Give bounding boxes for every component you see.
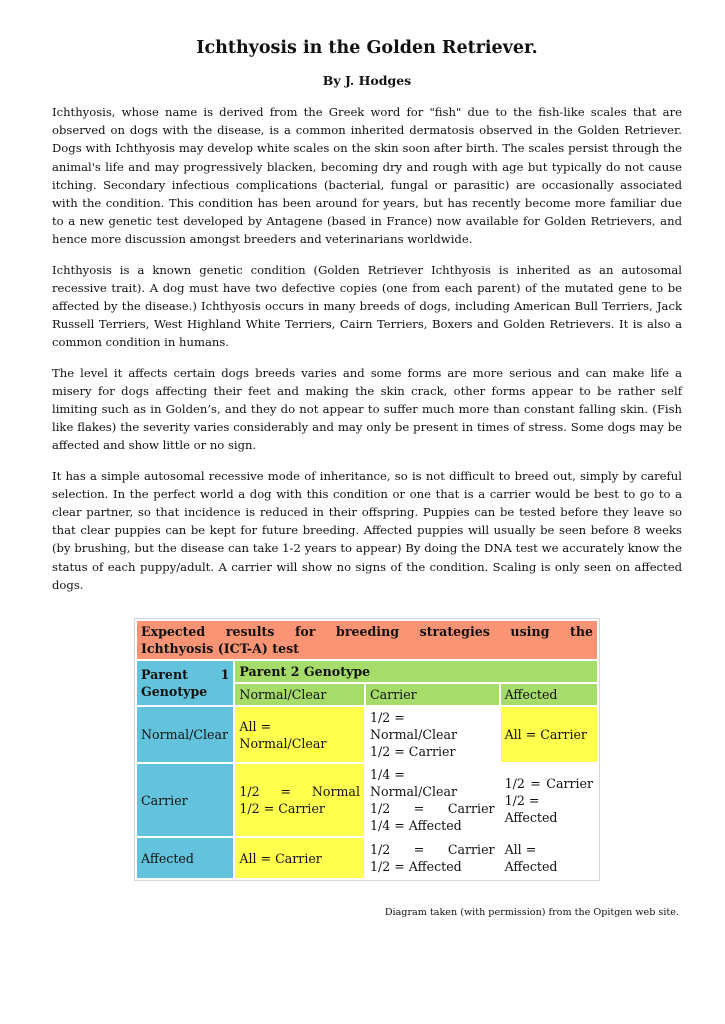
breeding-table-wrapper xyxy=(134,618,600,881)
cell-line: All = Affected xyxy=(504,842,558,874)
table-cell xyxy=(235,764,364,836)
table-heading-line-2: Ichthyosis (ICT-A) test xyxy=(141,641,299,656)
breeding-results-table xyxy=(134,618,600,881)
table-cell xyxy=(501,764,597,836)
paragraph-4: It has a simple autosomal recessive mode of inheritance, so is not difficult to breed out, simply by careful selection. In the perfect world a dog with this condition or one that is a carrier would be best to go to a clear partner, so that incidence is reduced in their offspring. Puppies can be tested before they leave so that clear puppies can be kept for future breeding. Affected puppies will usually be seen before 8 weeks (by brushing, but the disease can take 1-2 years to appear) By doing the DNA test we accurately know the status of each puppy/adult. A carrier will show no signs of the condition. Scaling is only seen on affected dogs. xyxy=(52,468,682,592)
table-cell xyxy=(235,838,364,878)
figure-caption: Diagram taken (with permission) from the Opitgen web site. xyxy=(384,907,679,918)
table-heading xyxy=(137,621,597,659)
cell-line: 1/4 = Affected xyxy=(369,818,462,833)
cell-line: 1/2 = Carrier xyxy=(239,801,325,816)
cell-line: All = Carrier xyxy=(239,850,322,866)
column-header-normal-clear: Normal/Clear xyxy=(235,684,364,705)
table-heading-line-1: Expected results for breeding strategies using the xyxy=(141,624,593,639)
document-body xyxy=(52,36,682,594)
parent-1-line-2: Genotype xyxy=(141,684,208,699)
cell-line: 1/2 = Normal xyxy=(239,784,360,799)
cell-line: 1/2 = Carrier xyxy=(369,842,495,857)
cell-line: 1/2 = Affected xyxy=(369,859,462,874)
document-title: Ichthyosis in the Golden Retriever. xyxy=(196,38,538,58)
cell-line: 1/4 = Normal/Clear xyxy=(369,767,457,799)
cell-line: All = Normal/Clear xyxy=(239,718,327,751)
column-header-carrier: Carrier xyxy=(366,684,499,705)
cell-line: 1/2 = Carrier xyxy=(369,801,495,816)
cell-line: 1/2 = Affected xyxy=(504,792,558,825)
cell-line: 1/2 = Carrier xyxy=(369,744,456,759)
column-header-affected: Affected xyxy=(501,684,597,705)
cell-line: All = Carrier xyxy=(504,727,587,742)
paragraph-3: The level it affects certain dogs breeds varies and some forms are more serious and can make life a misery for dogs affecting their feet and making the skin crack, other forms appear to be rather self limiting such as in Golden’s, and they do not appear to suffer much more than constant falling skin. (Fish like flakes) the severity varies considerably and may only be present in times of stress. Some dogs may be affected and show little or no sign. xyxy=(52,365,682,453)
parent-1-header xyxy=(137,661,233,705)
cell-line: 1/2 = Normal/Clear xyxy=(369,710,457,742)
author-byline: By J. Hodges xyxy=(322,73,412,88)
cell-line: 1/2 = Carrier xyxy=(504,775,593,791)
parent-2-header: Parent 2 Genotype xyxy=(235,661,597,682)
table-cell xyxy=(501,707,597,762)
table-cell xyxy=(366,764,499,836)
paragraph-2: Ichthyosis is a known genetic condition (Golden Retriever Ichthyosis is inherited as an autosomal recessive trait). A dog must have two defective copies (one from each parent) of the mutated gene to be affected by the disease.) Ichthyosis occurs in many breeds of dogs, including American Bull Terriers, Jack Russell Terriers, West Highland White Terriers, Cairn Terriers, Boxers and Golden Retrievers. It is also a common condition in humans. xyxy=(52,262,682,350)
paragraph-1: Ichthyosis, whose name is derived from the Greek word for "fish" due to the fish-like scales that are observed on dogs with the disease, is a common inherited dermatosis observed in the Golden Retriever. Dogs with Ichthyosis may develop white scales on the skin soon after birth. The scales persist through the animal's life and may progressively blacken, becoming dry and rough with age but typically do not cause itching. Secondary infectious complications (bacterial, fungal or parasitic) are occasionally associated with the condition. This condition has been around for years, but has recently become more familiar due to a new genetic test developed by Antagene (based in France) now available for Golden Retrievers, and hence more discussion amongst breeders and veterinarians worldwide. xyxy=(52,105,682,247)
table-cell xyxy=(501,838,597,878)
row-label-carrier: Carrier xyxy=(137,764,233,836)
row-label-affected: Affected xyxy=(137,838,233,878)
table-cell xyxy=(366,838,499,878)
table-cell xyxy=(235,707,364,762)
table-cell xyxy=(366,707,499,762)
row-label-normal-clear: Normal/Clear xyxy=(137,707,233,762)
parent-1-line-1: Parent 1 xyxy=(141,667,230,682)
